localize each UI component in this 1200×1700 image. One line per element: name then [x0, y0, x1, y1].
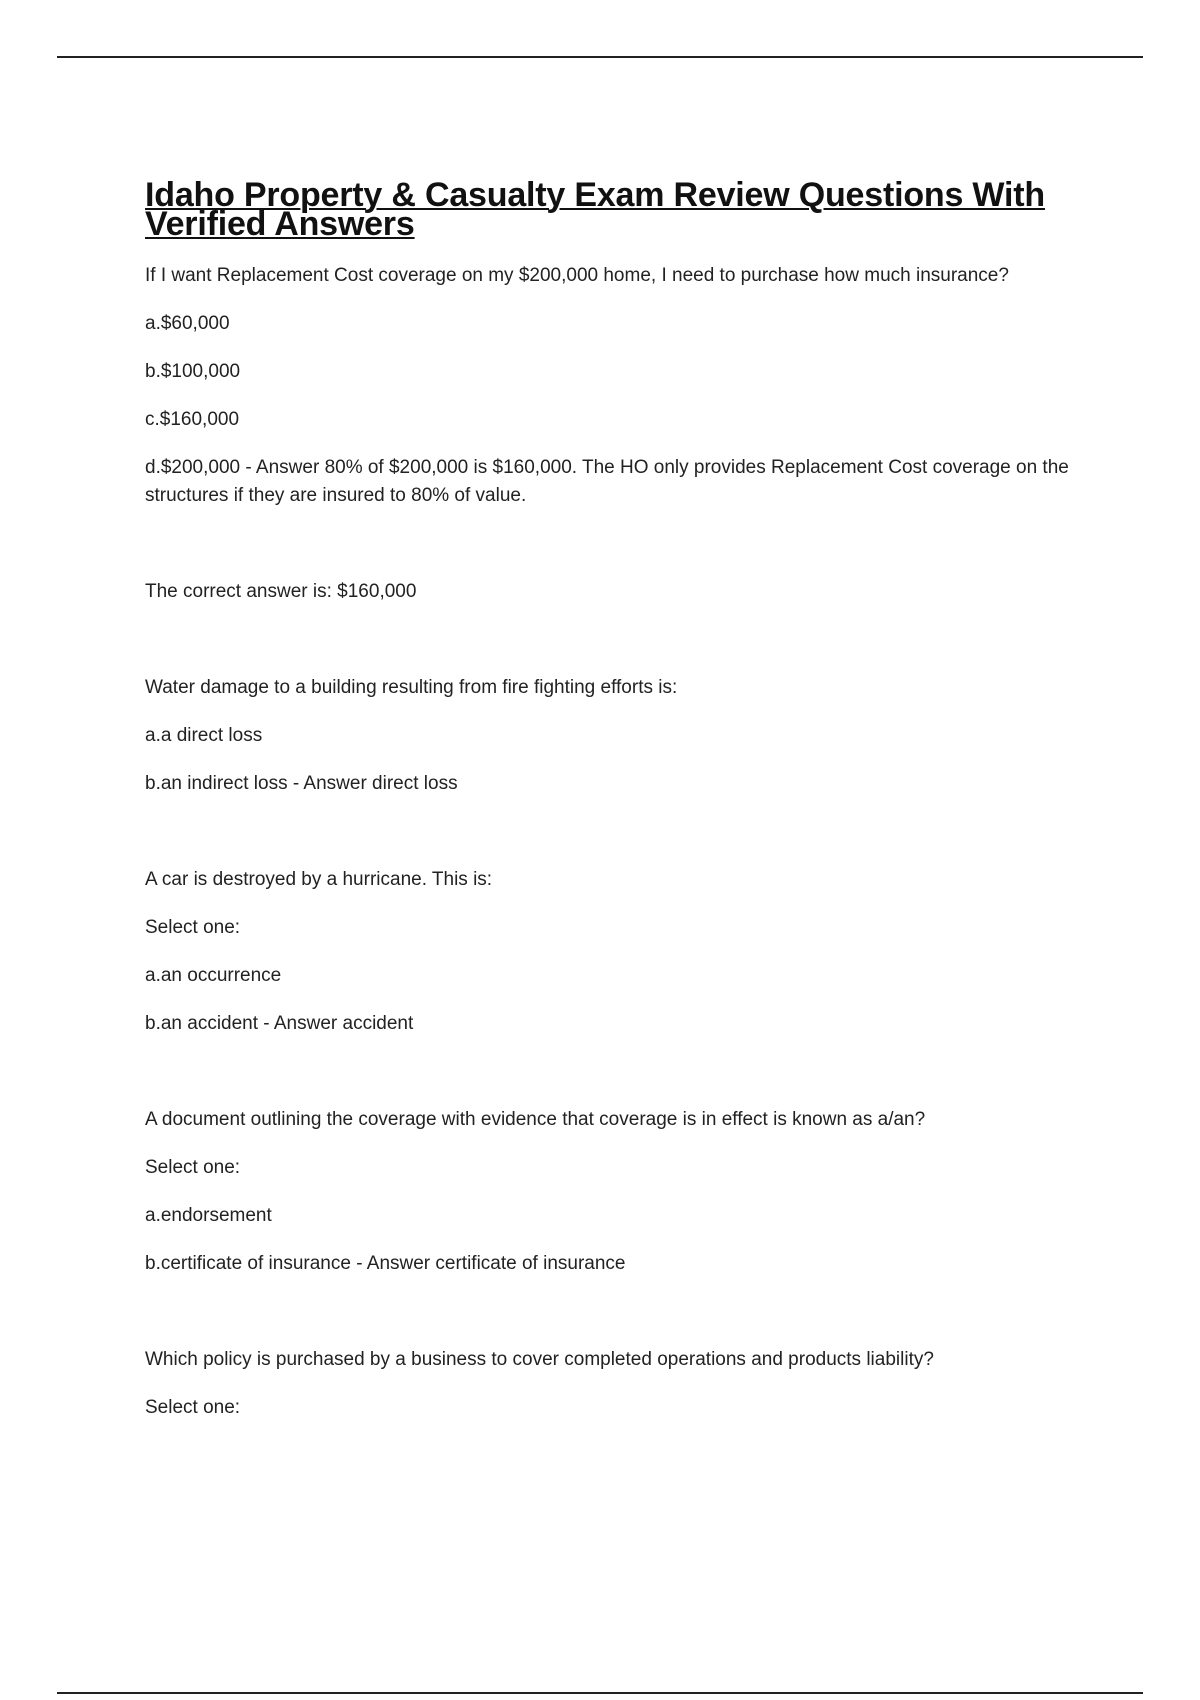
- q3-select-one: Select one:: [145, 917, 241, 938]
- q1-option-d-answer: d.$200,000 - Answer 80% of $200,000 is $160,000. The HO only provides Replacement Cost coverage on the structures if they are insured to 80% of value.: [145, 457, 1069, 506]
- q1-option-a: a.$60,000: [145, 313, 230, 334]
- question-3: A car is destroyed by a hurricane. This is:: [145, 869, 493, 890]
- question-5: Which policy is purchased by a business to cover completed operations and products liability?: [145, 1349, 934, 1370]
- document-body: [145, 176, 1090, 1422]
- question-2: Water damage to a building resulting from fire fighting efforts is:: [145, 677, 678, 698]
- q5-select-one: Select one:: [145, 1397, 241, 1418]
- bottom-rule: [57, 1692, 1143, 1694]
- title-line-2: Verified Answers: [145, 205, 415, 243]
- q1-option-c: c.$160,000: [145, 409, 240, 430]
- q3-option-a: a.an occurrence: [145, 965, 282, 986]
- q1-option-b: b.$100,000: [145, 361, 241, 382]
- q3-option-b-answer: b.an accident - Answer accident: [145, 1013, 414, 1034]
- document-title: [145, 176, 1090, 243]
- q2-option-a: a.a direct loss: [145, 725, 263, 746]
- q4-option-a: a.endorsement: [145, 1205, 272, 1226]
- title-line-1: Idaho Property & Casualty Exam Review Questions With: [145, 176, 1045, 214]
- q1-correct-answer: The correct answer is: $160,000: [145, 581, 417, 602]
- q4-option-b-answer: b.certificate of insurance - Answer certificate of insurance: [145, 1253, 626, 1274]
- top-rule: [57, 56, 1143, 58]
- question-1: If I want Replacement Cost coverage on my $200,000 home, I need to purchase how much insurance?: [145, 265, 1009, 286]
- q2-option-b-answer: b.an indirect loss - Answer direct loss: [145, 773, 458, 794]
- question-4: A document outlining the coverage with evidence that coverage is in effect is known as a/an?: [145, 1109, 926, 1130]
- q4-select-one: Select one:: [145, 1157, 241, 1178]
